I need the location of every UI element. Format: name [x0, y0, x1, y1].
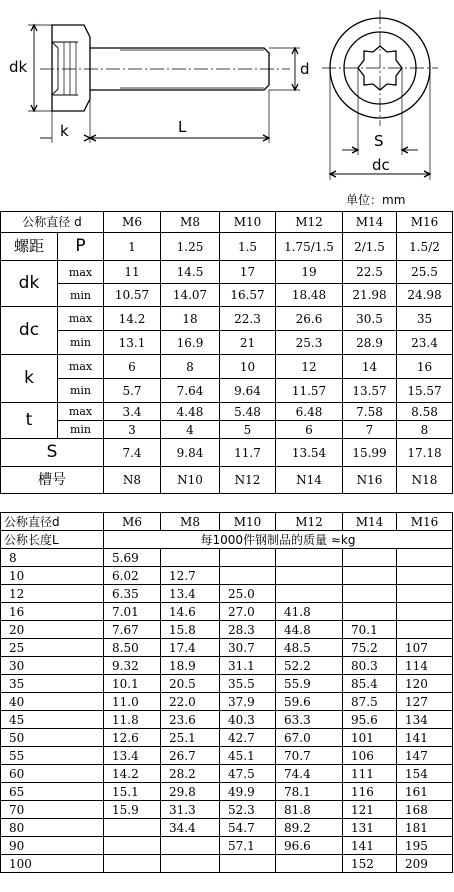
- value-cell: N16: [343, 467, 397, 494]
- mass-cell: 168: [397, 801, 453, 819]
- mass-cell: 116: [343, 783, 397, 801]
- mass-cell: 27.0: [220, 603, 276, 621]
- mass-cell: 152: [343, 855, 397, 873]
- length-cell: 60: [1, 765, 104, 783]
- bolt-drawing: [0, 0, 454, 185]
- mass-cell: 120: [397, 675, 453, 693]
- min-label: min: [58, 421, 104, 439]
- value-cell: N12: [220, 467, 276, 494]
- mass-cell: 12.6: [104, 729, 161, 747]
- value-cell: 4.48: [161, 403, 220, 421]
- unit-label: 单位：mm: [346, 193, 406, 207]
- dc-min-row: [1, 331, 453, 355]
- mass-cell: 26.7: [161, 747, 220, 765]
- mass-cell: 15.8: [161, 621, 220, 639]
- label-L: L: [178, 118, 187, 136]
- mass-cell: 8.50: [104, 639, 161, 657]
- table-row: [1, 621, 453, 639]
- mass-cell: 131: [343, 819, 397, 837]
- value-cell: 8: [397, 421, 453, 439]
- mass-cell: 44.8: [276, 621, 343, 639]
- mass-cell: 57.1: [220, 837, 276, 855]
- mass-cell: 11.0: [104, 693, 161, 711]
- mass-cell: [397, 585, 453, 603]
- value-cell: 7.58: [343, 403, 397, 421]
- value-cell: 3: [104, 421, 161, 439]
- mass-cell: [343, 567, 397, 585]
- value-cell: 16.9: [161, 331, 220, 355]
- value-cell: 35: [397, 307, 453, 331]
- mass-cell: 114: [397, 657, 453, 675]
- mass-cell: 49.9: [220, 783, 276, 801]
- mass-cell: 134: [397, 711, 453, 729]
- mass-cell: 141: [397, 729, 453, 747]
- size-cell: M10: [220, 513, 276, 531]
- mass-cell: 154: [397, 765, 453, 783]
- table-row: [1, 693, 453, 711]
- value-cell: 18.48: [276, 284, 343, 307]
- min-label: min: [58, 284, 104, 307]
- table-row: [1, 549, 453, 567]
- value-cell: 19: [276, 261, 343, 284]
- value-cell: 7: [343, 421, 397, 439]
- mass-cell: 75.2: [343, 639, 397, 657]
- mass-cell: [343, 603, 397, 621]
- value-cell: 8.58: [397, 403, 453, 421]
- table-row: [1, 639, 453, 657]
- mass-cell: 15.1: [104, 783, 161, 801]
- value-cell: 13.1: [104, 331, 161, 355]
- value-cell: 7.64: [161, 379, 220, 403]
- mass-cell: 11.8: [104, 711, 161, 729]
- length-cell: 25: [1, 639, 104, 657]
- value-cell: 16.57: [220, 284, 276, 307]
- table-row: [1, 783, 453, 801]
- label-S: S: [374, 132, 384, 150]
- mass-cell: 121: [343, 801, 397, 819]
- mass-cell: 40.3: [220, 711, 276, 729]
- dk-max-row: [1, 261, 453, 284]
- length-cell: 70: [1, 801, 104, 819]
- mass-cell: [343, 549, 397, 567]
- value-cell: 28.9: [343, 331, 397, 355]
- size-cell: M10: [220, 212, 276, 233]
- mass-cell: 7.01: [104, 603, 161, 621]
- mass-caption-row: [1, 531, 453, 549]
- mass-cell: 111: [343, 765, 397, 783]
- nominal-diameter-header: 公称直径d: [1, 513, 104, 531]
- s-row: [1, 439, 453, 467]
- mass-cell: 18.9: [161, 657, 220, 675]
- pitch-symbol: P: [58, 233, 104, 261]
- label-dc: dc: [372, 156, 390, 174]
- dimensions-table: [0, 211, 453, 494]
- length-cell: 16: [1, 603, 104, 621]
- value-cell: 9.84: [161, 439, 220, 467]
- mass-cell: 25.1: [161, 729, 220, 747]
- mass-cell: 52.2: [276, 657, 343, 675]
- length-cell: 55: [1, 747, 104, 765]
- size-cell: M14: [343, 513, 397, 531]
- mass-cell: 85.4: [343, 675, 397, 693]
- value-cell: 1.5: [220, 233, 276, 261]
- mass-cell: [343, 585, 397, 603]
- value-cell: 4: [161, 421, 220, 439]
- mass-caption: 每1000件钢制品的质量 ≈kg: [104, 531, 453, 549]
- value-cell: 22.5: [343, 261, 397, 284]
- table-row: [1, 603, 453, 621]
- mass-cell: 63.3: [276, 711, 343, 729]
- length-cell: 45: [1, 711, 104, 729]
- length-cell: 8: [1, 549, 104, 567]
- slot-row: [1, 467, 453, 494]
- mass-cell: 87.5: [343, 693, 397, 711]
- length-cell: 30: [1, 657, 104, 675]
- value-cell: 25.5: [397, 261, 453, 284]
- mass-cell: 74.4: [276, 765, 343, 783]
- length-cell: 100: [1, 855, 104, 873]
- length-cell: 35: [1, 675, 104, 693]
- mass-cell: 22.0: [161, 693, 220, 711]
- mass-cell: 147: [397, 747, 453, 765]
- mass-cell: 25.0: [220, 585, 276, 603]
- value-cell: 1: [104, 233, 161, 261]
- mass-cell: 14.2: [104, 765, 161, 783]
- mass-cell: [397, 603, 453, 621]
- value-cell: 1.75/1.5: [276, 233, 343, 261]
- mass-cell: 7.67: [104, 621, 161, 639]
- value-cell: 30.5: [343, 307, 397, 331]
- mass-cell: [161, 855, 220, 873]
- table-row: [1, 711, 453, 729]
- nominal-length-header: 公称长度L: [1, 531, 104, 549]
- k-min-row: [1, 379, 453, 403]
- mass-cell: [161, 549, 220, 567]
- mass-cell: [276, 585, 343, 603]
- mass-cell: 55.9: [276, 675, 343, 693]
- t-min-row: [1, 421, 453, 439]
- mass-cell: [104, 855, 161, 873]
- size-cell: M12: [276, 513, 343, 531]
- size-cell: M6: [104, 212, 161, 233]
- value-cell: 23.4: [397, 331, 453, 355]
- mass-cell: 89.2: [276, 819, 343, 837]
- length-cell: 65: [1, 783, 104, 801]
- nominal-diameter-header: 公称直径 d: [1, 212, 104, 233]
- mass-cell: 52.3: [220, 801, 276, 819]
- table-row: [1, 729, 453, 747]
- value-cell: 12: [276, 355, 343, 379]
- mass-cell: 5.69: [104, 549, 161, 567]
- value-cell: 3.4: [104, 403, 161, 421]
- head-end-view: [322, 10, 438, 180]
- dc-label: dc: [1, 307, 58, 355]
- mass-cell: 209: [397, 855, 453, 873]
- mass-cell: [104, 837, 161, 855]
- mass-cell: 41.8: [276, 603, 343, 621]
- value-cell: 7.4: [104, 439, 161, 467]
- mass-cell: 67.0: [276, 729, 343, 747]
- min-label: min: [58, 331, 104, 355]
- mass-cell: 13.4: [161, 585, 220, 603]
- mass-cell: 106: [343, 747, 397, 765]
- mass-cell: 23.6: [161, 711, 220, 729]
- min-label: min: [58, 379, 104, 403]
- value-cell: 18: [161, 307, 220, 331]
- mass-cell: 96.6: [276, 837, 343, 855]
- mass-cell: 78.1: [276, 783, 343, 801]
- value-cell: 11: [104, 261, 161, 284]
- value-cell: 1.25: [161, 233, 220, 261]
- value-cell: 5.7: [104, 379, 161, 403]
- mass-cell: [397, 549, 453, 567]
- mass-table: [0, 512, 453, 873]
- mass-cell: 101: [343, 729, 397, 747]
- value-cell: 14.5: [161, 261, 220, 284]
- value-cell: 2/1.5: [343, 233, 397, 261]
- max-label: max: [58, 403, 104, 421]
- length-cell: 90: [1, 837, 104, 855]
- value-cell: 17.18: [397, 439, 453, 467]
- mass-cell: [104, 819, 161, 837]
- mass-cell: [397, 621, 453, 639]
- dk-label: dk: [1, 261, 58, 307]
- value-cell: 5.48: [220, 403, 276, 421]
- mass-cell: 9.32: [104, 657, 161, 675]
- value-cell: 24.98: [397, 284, 453, 307]
- mass-cell: 42.7: [220, 729, 276, 747]
- label-d: d: [300, 60, 310, 78]
- value-cell: 15.57: [397, 379, 453, 403]
- value-cell: 8: [161, 355, 220, 379]
- mass-cell: 70.7: [276, 747, 343, 765]
- value-cell: 13.54: [276, 439, 343, 467]
- mass-cell: 17.4: [161, 639, 220, 657]
- mass-cell: 34.4: [161, 819, 220, 837]
- table-row: [1, 657, 453, 675]
- value-cell: 11.57: [276, 379, 343, 403]
- mass-cell: 15.9: [104, 801, 161, 819]
- mass-cell: 80.3: [343, 657, 397, 675]
- value-cell: 10.57: [104, 284, 161, 307]
- mass-cell: 6.02: [104, 567, 161, 585]
- max-label: max: [58, 355, 104, 379]
- mass-cell: 29.8: [161, 783, 220, 801]
- value-cell: 26.6: [276, 307, 343, 331]
- mass-cell: 30.7: [220, 639, 276, 657]
- value-cell: 25.3: [276, 331, 343, 355]
- value-cell: 21.98: [343, 284, 397, 307]
- value-cell: 14: [343, 355, 397, 379]
- length-cell: 40: [1, 693, 104, 711]
- size-cell: M6: [104, 513, 161, 531]
- value-cell: 14.2: [104, 307, 161, 331]
- t-max-row: [1, 403, 453, 421]
- mass-cell: 48.5: [276, 639, 343, 657]
- value-cell: N10: [161, 467, 220, 494]
- mass-cell: 195: [397, 837, 453, 855]
- value-cell: 16: [397, 355, 453, 379]
- mass-cell: 95.6: [343, 711, 397, 729]
- value-cell: 15.99: [343, 439, 397, 467]
- mass-cell: 28.3: [220, 621, 276, 639]
- table-row: [1, 765, 453, 783]
- value-cell: 6: [276, 421, 343, 439]
- k-max-row: [1, 355, 453, 379]
- mass-cell: 141: [343, 837, 397, 855]
- label-k: k: [60, 122, 69, 140]
- pitch-row: [1, 233, 453, 261]
- table-row: [1, 801, 453, 819]
- size-cell: M8: [161, 212, 220, 233]
- size-cell: M12: [276, 212, 343, 233]
- mass-cell: 47.5: [220, 765, 276, 783]
- mass-header-row: [1, 513, 453, 531]
- mass-cell: 54.7: [220, 819, 276, 837]
- length-cell: 50: [1, 729, 104, 747]
- mass-cell: 45.1: [220, 747, 276, 765]
- mass-cell: 59.6: [276, 693, 343, 711]
- max-label: max: [58, 261, 104, 284]
- dc-max-row: [1, 307, 453, 331]
- s-label: S: [1, 439, 104, 467]
- mass-cell: 181: [397, 819, 453, 837]
- value-cell: N8: [104, 467, 161, 494]
- value-cell: 11.7: [220, 439, 276, 467]
- length-cell: 10: [1, 567, 104, 585]
- mass-cell: 10.1: [104, 675, 161, 693]
- pitch-label: 螺距: [1, 233, 58, 261]
- mass-cell: 6.35: [104, 585, 161, 603]
- mass-cell: 37.9: [220, 693, 276, 711]
- mass-cell: 35.5: [220, 675, 276, 693]
- size-cell: M8: [161, 513, 220, 531]
- value-cell: 22.3: [220, 307, 276, 331]
- mass-cell: 28.2: [161, 765, 220, 783]
- table-row: [1, 819, 453, 837]
- mass-cell: [397, 567, 453, 585]
- value-cell: N14: [276, 467, 343, 494]
- header-row: [1, 212, 453, 233]
- table-row: [1, 855, 453, 873]
- value-cell: 21: [220, 331, 276, 355]
- mass-cell: 31.3: [161, 801, 220, 819]
- value-cell: 13.57: [343, 379, 397, 403]
- value-cell: 9.64: [220, 379, 276, 403]
- value-cell: N18: [397, 467, 453, 494]
- mass-cell: 81.8: [276, 801, 343, 819]
- size-cell: M16: [397, 513, 453, 531]
- length-cell: 20: [1, 621, 104, 639]
- table-row: [1, 747, 453, 765]
- slot-label: 槽号: [1, 467, 104, 494]
- label-dk: dk: [9, 58, 28, 76]
- mass-cell: [220, 549, 276, 567]
- mass-cell: 14.6: [161, 603, 220, 621]
- length-cell: 80: [1, 819, 104, 837]
- mass-cell: 127: [397, 693, 453, 711]
- length-cell: 12: [1, 585, 104, 603]
- dk-min-row: [1, 284, 453, 307]
- value-cell: 1.5/2: [397, 233, 453, 261]
- mass-cell: 161: [397, 783, 453, 801]
- mass-cell: 20.5: [161, 675, 220, 693]
- size-cell: M16: [397, 212, 453, 233]
- mass-cell: 13.4: [104, 747, 161, 765]
- value-cell: 6: [104, 355, 161, 379]
- value-cell: 6.48: [276, 403, 343, 421]
- t-label: t: [1, 403, 58, 439]
- mass-cell: [161, 837, 220, 855]
- table-row: [1, 567, 453, 585]
- mass-cell: 107: [397, 639, 453, 657]
- size-cell: M14: [343, 212, 397, 233]
- max-label: max: [58, 307, 104, 331]
- mass-cell: [220, 567, 276, 585]
- value-cell: 5: [220, 421, 276, 439]
- k-label: k: [1, 355, 58, 403]
- mass-cell: [276, 855, 343, 873]
- mass-cell: [276, 549, 343, 567]
- mass-cell: [220, 855, 276, 873]
- table-row: [1, 837, 453, 855]
- mass-cell: [276, 567, 343, 585]
- mass-cell: 70.1: [343, 621, 397, 639]
- value-cell: 10: [220, 355, 276, 379]
- value-cell: 14.07: [161, 284, 220, 307]
- mass-cell: 12.7: [161, 567, 220, 585]
- value-cell: 17: [220, 261, 276, 284]
- table-row: [1, 585, 453, 603]
- table-row: [1, 675, 453, 693]
- mass-cell: 31.1: [220, 657, 276, 675]
